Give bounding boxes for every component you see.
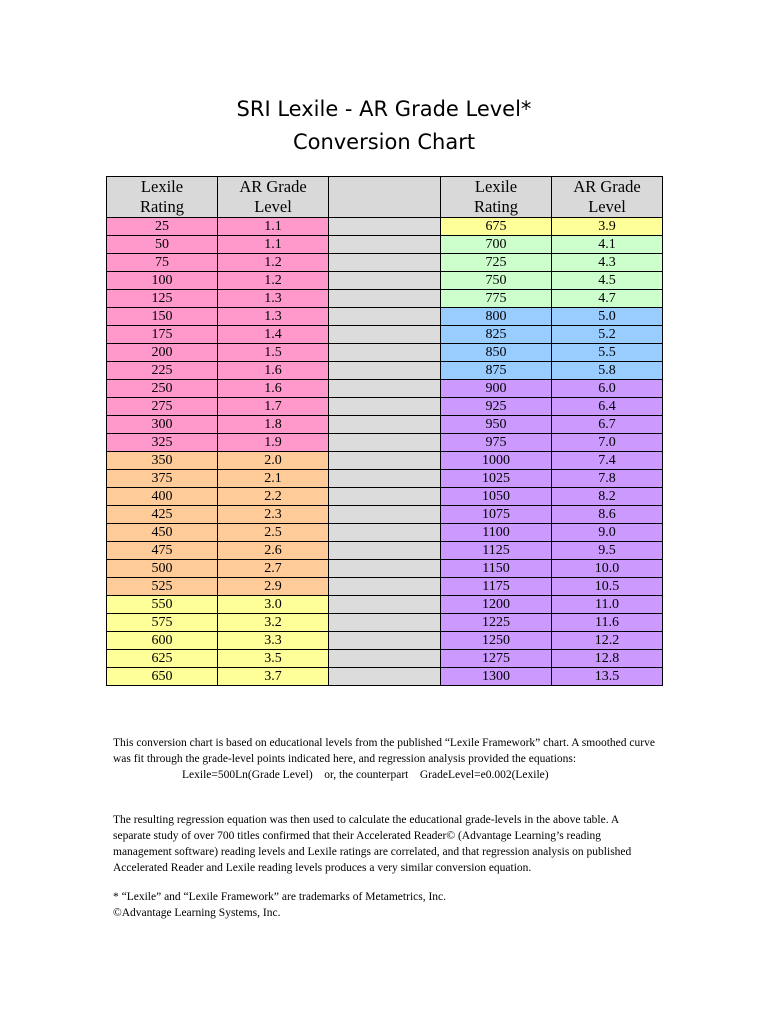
lexile-cell: 150: [107, 308, 218, 326]
header-ar-line2: Level: [254, 197, 292, 216]
table-row: [107, 326, 663, 344]
ar-grade-cell: 1.2: [218, 272, 329, 290]
lexile-cell: 300: [107, 416, 218, 434]
lexile-cell: 75: [107, 254, 218, 272]
header-lexile-right: [441, 177, 552, 218]
equation-line: Lexile=500Ln(Grade Level) or, the counterpart GradeLevel=e0.002(Lexile): [182, 769, 549, 781]
ar-grade-cell: 5.0: [552, 308, 663, 326]
header-lexile-line2: Rating: [140, 197, 184, 216]
ar-grade-cell: 7.8: [552, 470, 663, 488]
lexile-cell: 800: [441, 308, 552, 326]
ar-grade-cell: 4.1: [552, 236, 663, 254]
divider-cell: [329, 326, 441, 344]
divider-cell: [329, 362, 441, 380]
lexile-cell: 250: [107, 380, 218, 398]
lexile-cell: 925: [441, 398, 552, 416]
ar-grade-cell: 1.3: [218, 290, 329, 308]
ar-grade-cell: 4.3: [552, 254, 663, 272]
lexile-cell: 1125: [441, 542, 552, 560]
lexile-cell: 1225: [441, 614, 552, 632]
divider-cell: [329, 308, 441, 326]
lexile-cell: 1000: [441, 452, 552, 470]
trademark-note: * “Lexile” and “Lexile Framework” are trademarks of Metametrics, Inc.: [113, 891, 447, 903]
header-ar-line2: Level: [588, 197, 626, 216]
divider-cell: [329, 290, 441, 308]
divider-cell: [329, 614, 441, 632]
ar-grade-cell: 10.5: [552, 578, 663, 596]
ar-grade-cell: 3.0: [218, 596, 329, 614]
table-row: [107, 470, 663, 488]
lexile-cell: 425: [107, 506, 218, 524]
header-ar-right: [552, 177, 663, 218]
ar-grade-cell: 2.2: [218, 488, 329, 506]
ar-grade-cell: 9.0: [552, 524, 663, 542]
lexile-cell: 50: [107, 236, 218, 254]
lexile-cell: 900: [441, 380, 552, 398]
divider-cell: [329, 272, 441, 290]
table-row: [107, 650, 663, 668]
ar-grade-cell: 13.5: [552, 668, 663, 686]
table-row: [107, 416, 663, 434]
ar-grade-cell: 6.0: [552, 380, 663, 398]
lexile-cell: 750: [441, 272, 552, 290]
lexile-cell: 275: [107, 398, 218, 416]
lexile-cell: 600: [107, 632, 218, 650]
divider-cell: [329, 596, 441, 614]
lexile-cell: 325: [107, 434, 218, 452]
lexile-cell: 450: [107, 524, 218, 542]
ar-grade-cell: 1.7: [218, 398, 329, 416]
header-ar-left: [218, 177, 329, 218]
ar-grade-cell: 1.5: [218, 344, 329, 362]
explanation-block: [113, 735, 658, 783]
divider-cell: [329, 560, 441, 578]
ar-grade-cell: 2.3: [218, 506, 329, 524]
table-row: [107, 434, 663, 452]
header-lexile-line1: Lexile: [474, 177, 518, 196]
table-row: [107, 290, 663, 308]
ar-grade-cell: 5.2: [552, 326, 663, 344]
ar-grade-cell: 6.7: [552, 416, 663, 434]
table-row: [107, 542, 663, 560]
ar-grade-cell: 6.4: [552, 398, 663, 416]
lexile-cell: 225: [107, 362, 218, 380]
ar-grade-cell: 4.5: [552, 272, 663, 290]
ar-grade-cell: 1.6: [218, 362, 329, 380]
lexile-cell: 525: [107, 578, 218, 596]
table-row: [107, 362, 663, 380]
lexile-cell: 1025: [441, 470, 552, 488]
table-row: [107, 308, 663, 326]
ar-grade-cell: 5.5: [552, 344, 663, 362]
lexile-cell: 975: [441, 434, 552, 452]
lexile-cell: 200: [107, 344, 218, 362]
page-subtitle: Conversion Chart: [292, 130, 476, 154]
divider-cell: [329, 542, 441, 560]
table-row: [107, 272, 663, 290]
lexile-cell: 25: [107, 218, 218, 236]
ar-grade-cell: 1.9: [218, 434, 329, 452]
ar-grade-cell: 2.5: [218, 524, 329, 542]
header-lexile-line2: Rating: [474, 197, 518, 216]
table-row: [107, 524, 663, 542]
table-row: [107, 218, 663, 236]
table-row: [107, 452, 663, 470]
lexile-cell: 825: [441, 326, 552, 344]
lexile-cell: 850: [441, 344, 552, 362]
ar-grade-cell: 10.0: [552, 560, 663, 578]
ar-grade-cell: 5.8: [552, 362, 663, 380]
copyright-note: ©Advantage Learning Systems, Inc.: [113, 907, 281, 919]
lexile-cell: 675: [441, 218, 552, 236]
table-row: [107, 596, 663, 614]
ar-grade-cell: 1.8: [218, 416, 329, 434]
lexile-cell: 1175: [441, 578, 552, 596]
divider-cell: [329, 488, 441, 506]
lexile-cell: 700: [441, 236, 552, 254]
ar-grade-cell: 3.5: [218, 650, 329, 668]
lexile-cell: 475: [107, 542, 218, 560]
ar-grade-cell: 4.7: [552, 290, 663, 308]
lexile-cell: 650: [107, 668, 218, 686]
divider-cell: [329, 452, 441, 470]
table-header-row: [107, 177, 663, 218]
table-row: [107, 506, 663, 524]
ar-grade-cell: 3.7: [218, 668, 329, 686]
ar-grade-cell: 8.2: [552, 488, 663, 506]
explanation-paragraph: This conversion chart is based on educational levels from the published “Lexile Framework” chart. A smoothed curve was fit through the grade-level points indicated here, and regression analysis provided the equations:: [113, 737, 655, 765]
divider-cell: [329, 524, 441, 542]
ar-grade-cell: 12.8: [552, 650, 663, 668]
ar-grade-cell: 1.6: [218, 380, 329, 398]
ar-grade-cell: 12.2: [552, 632, 663, 650]
lexile-cell: 575: [107, 614, 218, 632]
lexile-cell: 1150: [441, 560, 552, 578]
header-ar-line1: AR Grade: [573, 177, 641, 196]
divider-column-header: [329, 177, 441, 218]
lexile-cell: 1200: [441, 596, 552, 614]
lexile-cell: 725: [441, 254, 552, 272]
table-row: [107, 254, 663, 272]
lexile-cell: 400: [107, 488, 218, 506]
ar-grade-cell: 1.1: [218, 218, 329, 236]
ar-grade-cell: 8.6: [552, 506, 663, 524]
regression-block: [113, 812, 658, 876]
divider-cell: [329, 254, 441, 272]
ar-grade-cell: 2.7: [218, 560, 329, 578]
ar-grade-cell: 3.2: [218, 614, 329, 632]
table-row: [107, 344, 663, 362]
lexile-cell: 550: [107, 596, 218, 614]
table-row: [107, 380, 663, 398]
divider-cell: [329, 218, 441, 236]
divider-cell: [329, 668, 441, 686]
ar-grade-cell: 3.3: [218, 632, 329, 650]
lexile-cell: 1075: [441, 506, 552, 524]
ar-grade-cell: 2.0: [218, 452, 329, 470]
ar-grade-cell: 1.2: [218, 254, 329, 272]
lexile-cell: 350: [107, 452, 218, 470]
ar-grade-cell: 7.0: [552, 434, 663, 452]
lexile-cell: 1050: [441, 488, 552, 506]
divider-cell: [329, 398, 441, 416]
ar-grade-cell: 11.6: [552, 614, 663, 632]
divider-cell: [329, 344, 441, 362]
lexile-cell: 1100: [441, 524, 552, 542]
lexile-cell: 125: [107, 290, 218, 308]
ar-grade-cell: 2.6: [218, 542, 329, 560]
ar-grade-cell: 9.5: [552, 542, 663, 560]
divider-cell: [329, 650, 441, 668]
table-row: [107, 578, 663, 596]
conversion-table: [106, 176, 663, 686]
divider-cell: [329, 380, 441, 398]
lexile-cell: 375: [107, 470, 218, 488]
divider-cell: [329, 236, 441, 254]
table-row: [107, 614, 663, 632]
divider-cell: [329, 434, 441, 452]
header-lexile-left: [107, 177, 218, 218]
table-row: [107, 560, 663, 578]
divider-cell: [329, 470, 441, 488]
header-ar-line1: AR Grade: [239, 177, 307, 196]
lexile-cell: 875: [441, 362, 552, 380]
lexile-cell: 775: [441, 290, 552, 308]
ar-grade-cell: 3.9: [552, 218, 663, 236]
header-lexile-line1: Lexile: [140, 177, 184, 196]
table-row: [107, 632, 663, 650]
lexile-cell: 1275: [441, 650, 552, 668]
ar-grade-cell: 1.3: [218, 308, 329, 326]
divider-cell: [329, 506, 441, 524]
page-title: SRI Lexile - AR Grade Level*: [236, 97, 532, 121]
lexile-cell: 950: [441, 416, 552, 434]
lexile-cell: 1250: [441, 632, 552, 650]
table-row: [107, 398, 663, 416]
lexile-cell: 100: [107, 272, 218, 290]
table-row: [107, 668, 663, 686]
ar-grade-cell: 2.9: [218, 578, 329, 596]
lexile-cell: 500: [107, 560, 218, 578]
ar-grade-cell: 1.4: [218, 326, 329, 344]
lexile-cell: 1300: [441, 668, 552, 686]
ar-grade-cell: 11.0: [552, 596, 663, 614]
divider-cell: [329, 578, 441, 596]
table-row: [107, 488, 663, 506]
ar-grade-cell: 1.1: [218, 236, 329, 254]
ar-grade-cell: 7.4: [552, 452, 663, 470]
footnote-block: [113, 889, 658, 921]
lexile-cell: 625: [107, 650, 218, 668]
lexile-cell: 175: [107, 326, 218, 344]
ar-grade-cell: 2.1: [218, 470, 329, 488]
table-row: [107, 236, 663, 254]
regression-paragraph: The resulting regression equation was then used to calculate the educational grade-levels in the above table. A separate study of over 700 titles confirmed that their Accelerated Reader© (Advantage Learning’s reading management software) reading levels and Lexile ratings are correlated, and that regression analysis on published Accelerated Reader and Lexile reading levels produces a very similar conversion equation.: [113, 814, 632, 874]
divider-cell: [329, 632, 441, 650]
divider-cell: [329, 416, 441, 434]
